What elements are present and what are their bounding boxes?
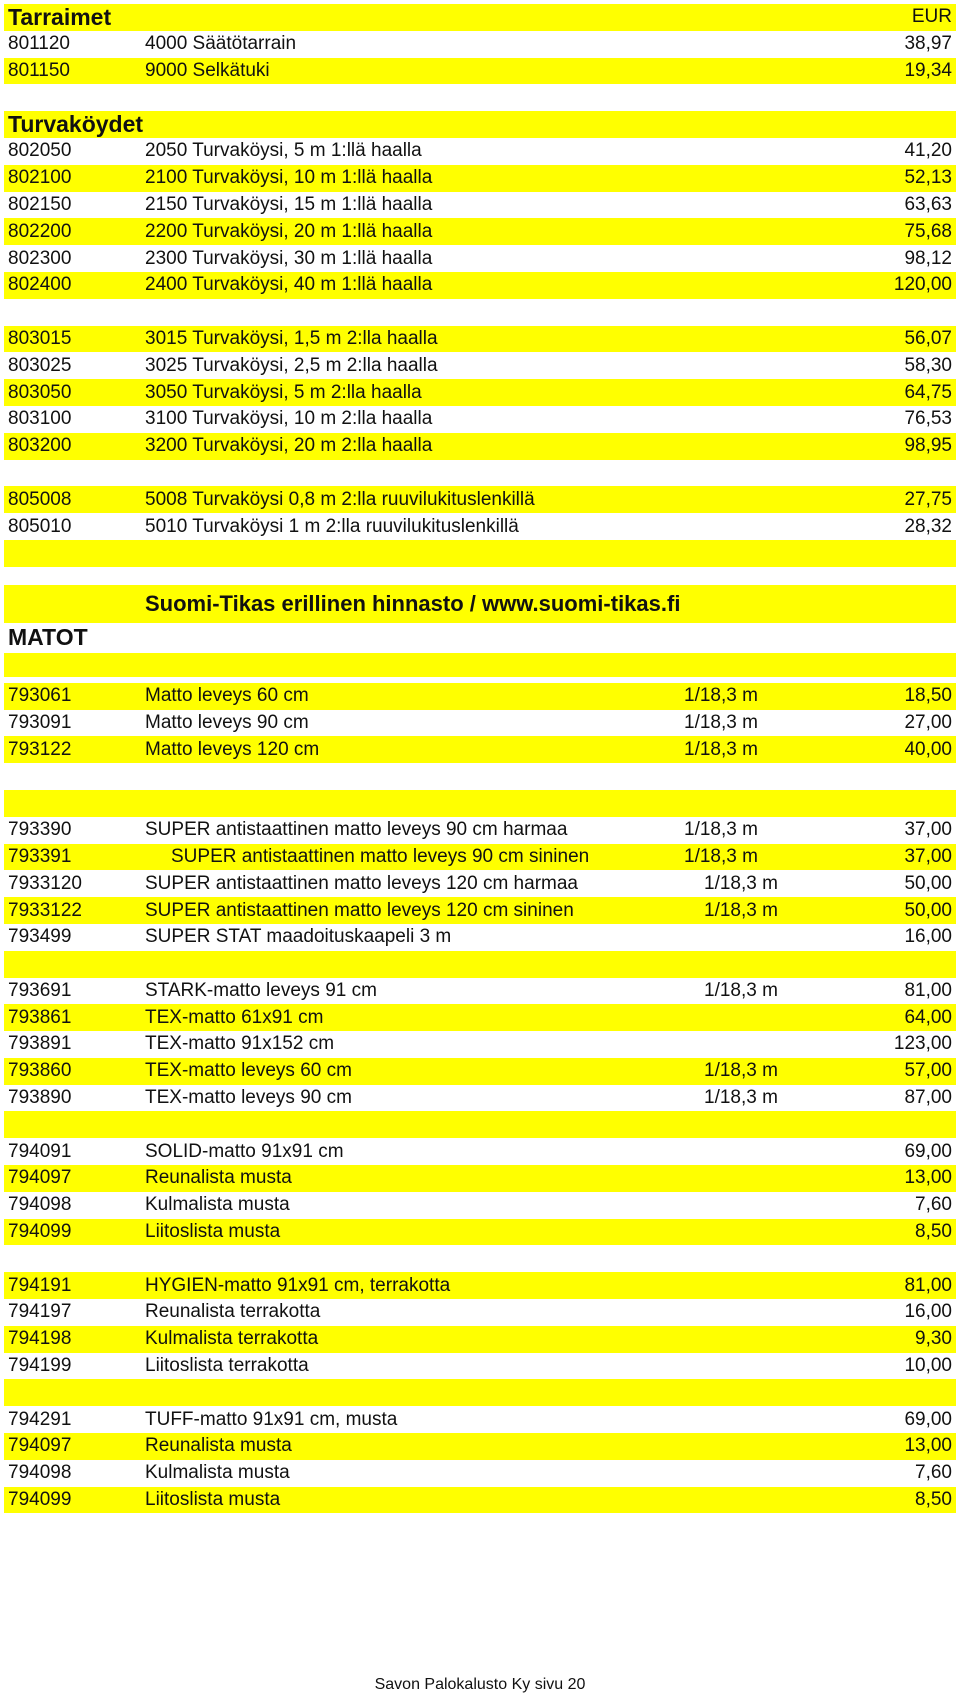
product-code: 803025 <box>8 354 72 376</box>
product-code: 805010 <box>8 515 72 537</box>
product-price: 7,60 <box>915 1194 952 1216</box>
product-price: 10,00 <box>904 1355 952 1377</box>
section-header-turvakoydet <box>4 111 956 138</box>
group-turvakoydet-1 <box>4 138 956 299</box>
table-row <box>4 192 956 219</box>
product-unit: 1/18,3 m <box>684 685 758 707</box>
suomi-tikas-notice: Suomi-Tikas erillinen hinnasto / www.suomi-tikas.fi <box>145 590 681 616</box>
product-description: Matto leveys 120 cm <box>145 738 320 760</box>
product-description: 5008 Turvaköysi 0,8 m 2:lla ruuvilukituslenkillä <box>145 488 535 510</box>
product-price: 58,30 <box>904 354 952 376</box>
table-row <box>4 1004 956 1031</box>
table-row <box>4 1326 956 1353</box>
product-price: 69,00 <box>904 1408 952 1430</box>
product-price: 8,50 <box>915 1221 952 1243</box>
product-code: 794197 <box>8 1301 72 1323</box>
table-row <box>4 272 956 299</box>
product-code: 793061 <box>8 685 72 707</box>
product-code: 793891 <box>8 1033 72 1055</box>
product-price: 37,00 <box>904 845 952 867</box>
table-row <box>4 352 956 379</box>
product-code: 801150 <box>8 59 70 81</box>
table-row <box>4 245 956 272</box>
product-code: 794291 <box>8 1408 72 1430</box>
section-title: MATOT <box>8 624 88 651</box>
product-description: 4000 Säätötarrain <box>145 33 297 55</box>
product-code: 802050 <box>8 140 72 162</box>
product-price: 63,63 <box>904 193 952 215</box>
spacer-row <box>4 1245 956 1272</box>
product-price: 38,97 <box>904 33 952 55</box>
section-header-tarraimet <box>4 4 956 31</box>
product-price: 69,00 <box>904 1140 952 1162</box>
product-description: TEX-matto 61x91 cm <box>145 1006 324 1028</box>
group-tarraimet <box>4 31 956 85</box>
product-description: HYGIEN-matto 91x91 cm, terrakotta <box>145 1274 451 1296</box>
table-row <box>4 1406 956 1433</box>
product-code: 803015 <box>8 327 72 349</box>
product-code: 802300 <box>8 247 72 269</box>
product-price: 98,95 <box>904 435 952 457</box>
product-description: Liitoslista musta <box>145 1489 281 1511</box>
group-turvakoydet-2 <box>4 326 956 460</box>
product-description: Reunalista musta <box>145 1167 292 1189</box>
table-row <box>4 58 956 85</box>
product-code: 794091 <box>8 1140 72 1162</box>
product-description: 3050 Turvaköysi, 5 m 2:lla haalla <box>145 381 422 403</box>
product-code: 801120 <box>8 33 70 55</box>
group-matot-1 <box>4 683 956 763</box>
product-description: Liitoslista terrakotta <box>145 1355 309 1377</box>
spacer-row <box>4 299 956 326</box>
table-row <box>4 326 956 353</box>
table-row <box>4 1085 956 1112</box>
product-code: 805008 <box>8 488 72 510</box>
product-price: 57,00 <box>904 1060 952 1082</box>
product-description: Reunalista terrakotta <box>145 1301 321 1323</box>
table-row <box>4 1058 956 1085</box>
table-row <box>4 1460 956 1487</box>
product-code: 794098 <box>8 1194 72 1216</box>
product-unit: 1/18,3 m <box>684 738 758 760</box>
table-row <box>4 1299 956 1326</box>
spacer-row <box>4 84 956 111</box>
spacer-row <box>4 460 956 487</box>
product-description: SUPER antistaattinen matto leveys 90 cm harmaa <box>145 819 568 841</box>
product-code: 793691 <box>8 979 72 1001</box>
table-row <box>4 870 956 897</box>
product-description: Matto leveys 90 cm <box>145 711 309 733</box>
product-code: 7933120 <box>8 872 82 894</box>
product-price: 75,68 <box>904 220 952 242</box>
group-turvakoydet-3 <box>4 486 956 540</box>
product-price: 64,75 <box>904 381 952 403</box>
table-row <box>4 1219 956 1246</box>
product-price: 98,12 <box>904 247 952 269</box>
table-row <box>4 1433 956 1460</box>
product-price: 13,00 <box>904 1167 952 1189</box>
product-description: 3015 Turvaköysi, 1,5 m 2:lla haalla <box>145 327 438 349</box>
product-code: 794097 <box>8 1167 72 1189</box>
product-unit: 1/18,3 m <box>704 979 778 1001</box>
product-description: Kulmalista musta <box>145 1194 290 1216</box>
product-description: TEX-matto leveys 90 cm <box>145 1087 352 1109</box>
product-price: 41,20 <box>904 140 952 162</box>
product-code: 802200 <box>8 220 72 242</box>
product-description: STARK-matto leveys 91 cm <box>145 979 377 1001</box>
group-matot-4 <box>4 1138 956 1245</box>
product-unit: 1/18,3 m <box>704 872 778 894</box>
spacer-row <box>4 567 956 585</box>
table-row <box>4 1165 956 1192</box>
table-row <box>4 218 956 245</box>
table-row <box>4 817 956 844</box>
product-description: 2400 Turvaköysi, 40 m 1:llä haalla <box>145 274 433 296</box>
product-price: 50,00 <box>904 899 952 921</box>
product-unit: 1/18,3 m <box>684 711 758 733</box>
product-description: 2300 Turvaköysi, 30 m 1:llä haalla <box>145 247 433 269</box>
spacer-row <box>4 790 956 817</box>
table-row <box>4 1272 956 1299</box>
product-description: Kulmalista terrakotta <box>145 1328 319 1350</box>
spacer-row <box>4 1379 956 1406</box>
product-code: 793499 <box>8 926 72 948</box>
product-code: 794098 <box>8 1462 72 1484</box>
product-price: 52,13 <box>904 167 952 189</box>
product-price: 40,00 <box>904 738 952 760</box>
price-list-sheet <box>4 4 956 1513</box>
product-code: 803050 <box>8 381 72 403</box>
spacer-row <box>4 951 956 978</box>
table-row <box>4 486 956 513</box>
product-price: 120,00 <box>893 274 952 296</box>
product-code: 793390 <box>8 819 72 841</box>
table-row <box>4 736 956 763</box>
product-description: SUPER antistaattinen matto leveys 90 cm sininen <box>171 845 590 867</box>
group-matot-5 <box>4 1272 956 1379</box>
section-header-matot <box>4 623 956 653</box>
product-description: SUPER antistaattinen matto leveys 120 cm sininen <box>145 899 574 921</box>
product-price: 8,50 <box>915 1489 952 1511</box>
table-row <box>4 683 956 710</box>
product-price: 19,34 <box>904 59 952 81</box>
product-description: 2100 Turvaköysi, 10 m 1:llä haalla <box>145 167 433 189</box>
product-code: 794097 <box>8 1435 72 1457</box>
product-code: 802400 <box>8 274 72 296</box>
product-description: SUPER STAT maadoituskaapeli 3 m <box>145 926 452 948</box>
product-description: 3200 Turvaköysi, 20 m 2:lla haalla <box>145 435 433 457</box>
product-code: 793890 <box>8 1087 72 1109</box>
product-description: SUPER antistaattinen matto leveys 120 cm harmaa <box>145 872 578 894</box>
product-unit: 1/18,3 m <box>704 1087 778 1109</box>
spacer-row <box>4 653 956 677</box>
spacer-row <box>4 763 956 790</box>
product-description: 3100 Turvaköysi, 10 m 2:lla haalla <box>145 408 433 430</box>
product-code: 802100 <box>8 167 72 189</box>
product-description: Liitoslista musta <box>145 1221 281 1243</box>
product-description: 3025 Turvaköysi, 2,5 m 2:lla haalla <box>145 354 438 376</box>
table-row <box>4 513 956 540</box>
product-description: Matto leveys 60 cm <box>145 685 309 707</box>
product-price: 37,00 <box>904 819 952 841</box>
section-title: Tarraimet <box>8 3 112 30</box>
product-code: 794198 <box>8 1328 72 1350</box>
table-row <box>4 406 956 433</box>
product-description: 2150 Turvaköysi, 15 m 1:llä haalla <box>145 193 433 215</box>
product-description: 2200 Turvaköysi, 20 m 1:llä haalla <box>145 220 433 242</box>
product-price: 27,00 <box>904 711 952 733</box>
product-description: Reunalista musta <box>145 1435 292 1457</box>
product-price: 64,00 <box>904 1006 952 1028</box>
group-matot-6 <box>4 1406 956 1513</box>
product-code: 803200 <box>8 435 72 457</box>
table-row <box>4 897 956 924</box>
section-title: Turvaköydet <box>8 111 144 138</box>
product-unit: 1/18,3 m <box>684 845 758 867</box>
table-row <box>4 1487 956 1514</box>
spacer-row <box>4 1111 956 1138</box>
table-row <box>4 165 956 192</box>
product-code: 793122 <box>8 738 72 760</box>
table-row <box>4 138 956 165</box>
product-price: 9,30 <box>915 1328 952 1350</box>
product-description: Kulmalista musta <box>145 1462 290 1484</box>
product-code: 793091 <box>8 711 72 733</box>
currency-label: EUR <box>911 6 952 28</box>
product-unit: 1/18,3 m <box>704 899 778 921</box>
product-price: 81,00 <box>904 979 952 1001</box>
spacer-row <box>4 540 956 567</box>
table-row <box>4 379 956 406</box>
product-price: 28,32 <box>904 515 952 537</box>
table-row <box>4 1138 956 1165</box>
page-footer <box>0 1676 960 1694</box>
product-price: 123,00 <box>893 1033 952 1055</box>
table-row <box>4 1192 956 1219</box>
product-description: 5010 Turvaköysi 1 m 2:lla ruuvilukituslenkillä <box>145 515 519 537</box>
table-row <box>4 710 956 737</box>
product-description: 9000 Selkätuki <box>145 59 270 81</box>
product-price: 50,00 <box>904 872 952 894</box>
table-row <box>4 433 956 460</box>
product-code: 793861 <box>8 1006 72 1028</box>
product-code: 794099 <box>8 1489 72 1511</box>
product-price: 16,00 <box>904 926 952 948</box>
product-code: 794191 <box>8 1274 72 1296</box>
product-unit: 1/18,3 m <box>684 819 758 841</box>
notice-row <box>4 585 956 623</box>
product-code: 7933122 <box>8 899 82 921</box>
product-unit: 1/18,3 m <box>704 1060 778 1082</box>
table-row <box>4 31 956 58</box>
group-matot-3 <box>4 978 956 1112</box>
product-code: 803100 <box>8 408 72 430</box>
product-code: 794199 <box>8 1355 72 1377</box>
product-description: TUFF-matto 91x91 cm, musta <box>145 1408 398 1430</box>
product-price: 18,50 <box>904 685 952 707</box>
group-matot-2 <box>4 817 956 951</box>
product-code: 802150 <box>8 193 72 215</box>
product-price: 27,75 <box>904 488 952 510</box>
table-row <box>4 978 956 1005</box>
product-price: 16,00 <box>904 1301 952 1323</box>
product-price: 13,00 <box>904 1435 952 1457</box>
product-price: 81,00 <box>904 1274 952 1296</box>
product-description: TEX-matto leveys 60 cm <box>145 1060 352 1082</box>
product-description: 2050 Turvaköysi, 5 m 1:llä haalla <box>145 140 422 162</box>
product-description: TEX-matto 91x152 cm <box>145 1033 335 1055</box>
product-price: 56,07 <box>904 327 952 349</box>
product-code: 793860 <box>8 1060 72 1082</box>
table-row <box>4 844 956 871</box>
product-price: 76,53 <box>904 408 952 430</box>
product-code: 794099 <box>8 1221 72 1243</box>
product-price: 7,60 <box>915 1462 952 1484</box>
product-code: 793391 <box>8 845 72 867</box>
table-row <box>4 924 956 951</box>
product-description: SOLID-matto 91x91 cm <box>145 1140 344 1162</box>
footer-text: Savon Palokalusto Ky sivu 20 <box>374 1676 586 1693</box>
product-price: 87,00 <box>904 1087 952 1109</box>
table-row <box>4 1353 956 1380</box>
table-row <box>4 1031 956 1058</box>
